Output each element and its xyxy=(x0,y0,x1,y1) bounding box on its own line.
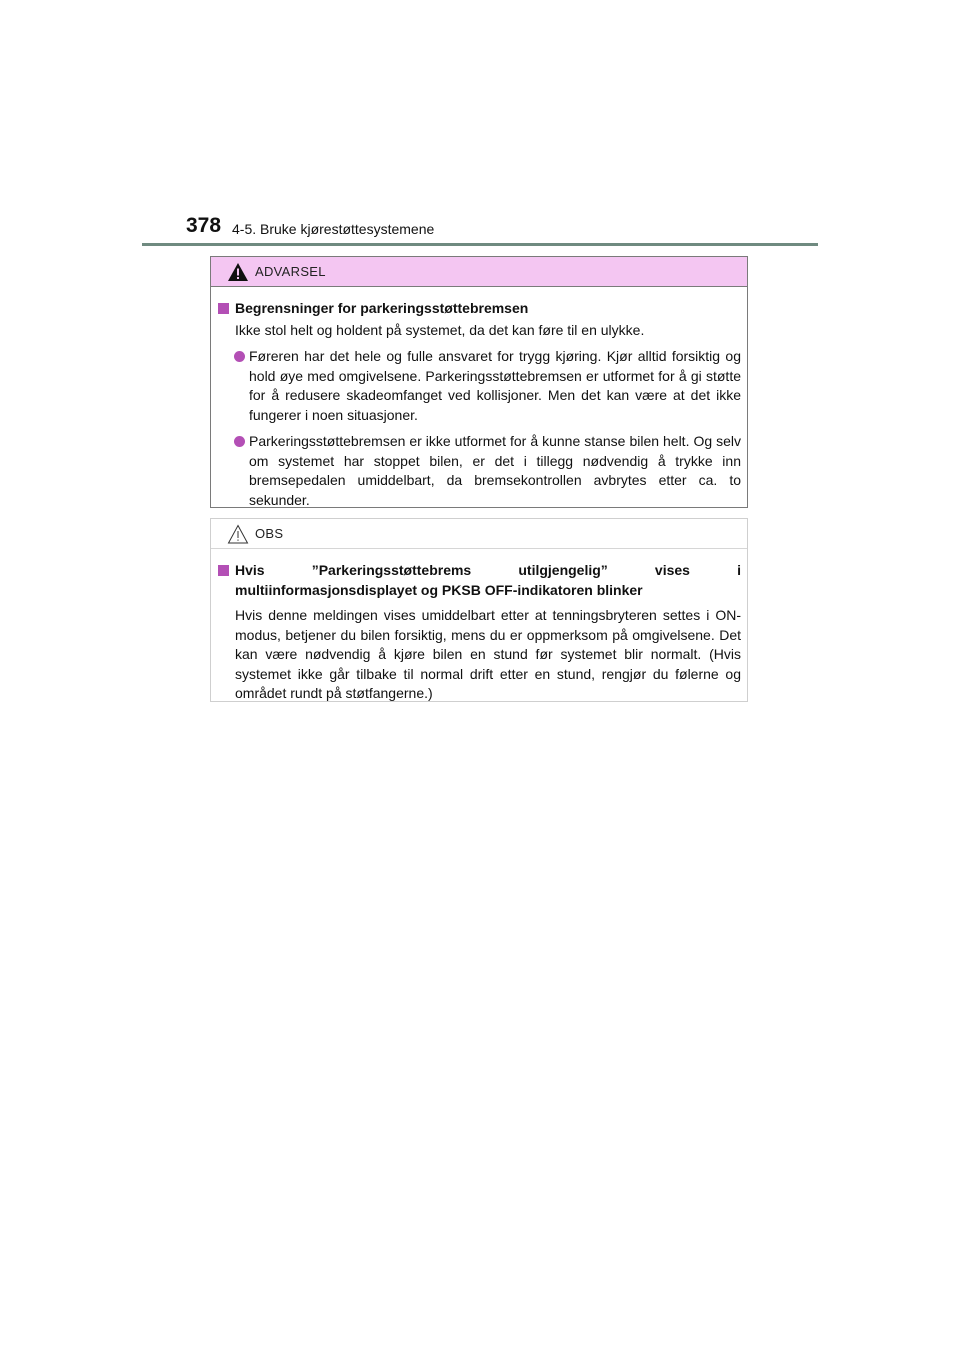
list-item xyxy=(217,347,741,425)
notice-box xyxy=(210,518,748,702)
warning-intro: Ikke stol helt og holdent på systemet, da det kan føre til en ulykke. xyxy=(235,321,645,338)
notice-body xyxy=(211,549,747,704)
warning-box xyxy=(210,256,748,508)
caution-triangle-icon xyxy=(227,524,249,544)
list-item-text: Føreren har det hele og fulle ansvaret for trygg kjøring. Kjør alltid forsiktig og hold øye med omgivelsene. Parkeringsstøttebremsen er utformet for å gi støtte for å redusere skadeomfanget ved kollisjoner. Men det kan være at det ikke fungerer i noen situasjoner. xyxy=(249,348,741,423)
notice-header xyxy=(211,519,747,549)
notice-text: Hvis denne meldingen vises umiddelbart etter at tenningsbryteren settes i ON-modus, betjener du bilen forsiktig, mens du er oppmerksom på omgivelsene. Det kan være nødvendig å kjøre bilen en stund før systemet blir normalt. (Hvis systemet ikke går tilbake til normal drift etter en stund, rengjør du følerne og området rundt på støtfangerne.) xyxy=(235,607,741,701)
list-item-text: Parkeringsstøttebremsen er ikke utformet for å kunne stanse bilen helt. Og selv om systemet har stoppet bilen, er det i tillegg nødvendig å trykke inn bremsepedalen umiddelbart, da bremsekontrollen avbrytes etter ca. to sekunder. xyxy=(249,433,741,508)
notice-label: OBS xyxy=(255,526,284,541)
warning-label: ADVARSEL xyxy=(255,264,326,279)
warning-triangle-icon xyxy=(227,262,249,282)
warning-body xyxy=(211,287,747,510)
header-rule xyxy=(142,243,818,246)
round-bullet-icon xyxy=(234,351,245,362)
list-item xyxy=(217,432,741,510)
warning-heading-text: Begrensninger for parkeringsstøttebremsen xyxy=(235,300,529,316)
warning-header xyxy=(211,257,747,287)
notice-heading-text: Hvis ”Parkeringsstøttebrems utilgjengelig” vises i multiinformasjonsdisplayet og PKSB OFF-indikatoren blinker xyxy=(235,562,741,598)
square-bullet-icon xyxy=(218,565,229,576)
round-bullet-icon xyxy=(234,436,245,447)
notice-item-heading xyxy=(217,561,741,600)
warning-item-heading xyxy=(217,299,741,319)
section-title: 4-5. Bruke kjørestøttesystemene xyxy=(232,221,435,237)
page-number: 378 xyxy=(186,214,222,237)
square-bullet-icon xyxy=(218,303,229,314)
